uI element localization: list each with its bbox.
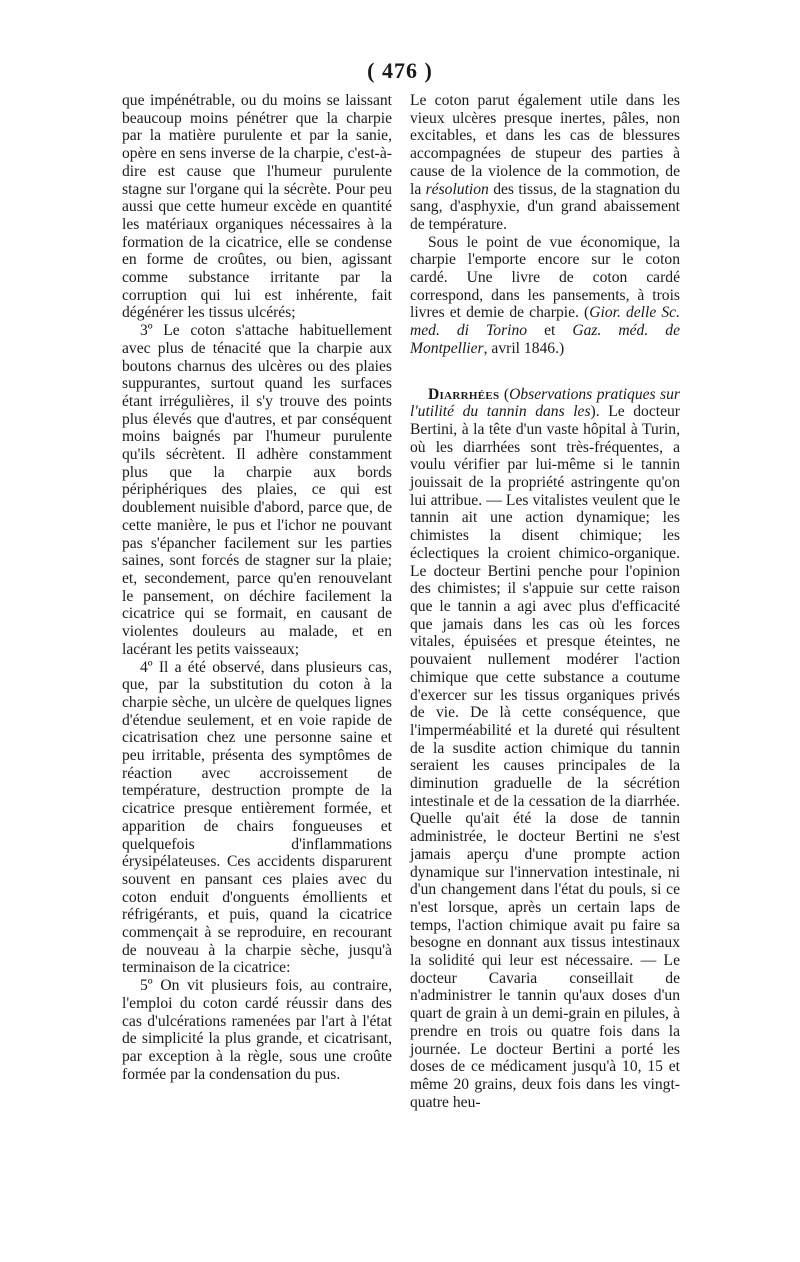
right-p2-text-mid: et (527, 322, 573, 340)
right-p3-open: ( (499, 385, 510, 403)
right-p2-text-a: Sous le point de vue économique, la charpie l'emporte encore sur le coton cardé. Une livre de coton cardé correspond, dans les pansements, à trois livres et demie de charpie. ( (410, 233, 680, 322)
left-paragraph-4: 5º On vit plusieurs fois, au contraire, l'emploi du coton cardé réussir dans des cas d'ulcérations ramenées par l'art à l'état de simplicité la plus grande, et cicatrisant, par exception à la règle, sous une croûte formée par la condensation du pus. (122, 977, 392, 1083)
section-heading-diarrhees: Diarrhées (428, 385, 500, 403)
right-p2-text-b: , avril 1846.) (483, 339, 565, 357)
right-p1-text-a: Le coton parut également utile dans les vieux ulcères presque inertes, pâles, non excitables, et dans les cas de blessures accompagnées de stupeur des parties à cause de la violence de la commotion, de la (410, 92, 680, 198)
left-paragraph-1: que impénétrable, ou du moins se laissant beaucoup moins pénétrer que la charpie par la matière purulente et par la sanie, opère en sens inverse de la charpie, c'est-à-dire est cause que l'humeur purulente stagne sur l'organe qui la sécrète. Pour peu aussi que cette humeur excède en quantité les matériaux organiques nécessaires à la formation de la cicatrice, elle se condense en forme de croûtes, ou bien, agissant comme substance irritante par la corruption qui lui est inhérente, fait dégénérer les tissus ulcérés; (122, 92, 392, 322)
right-p2-citation-1: Gior. delle Sc. med. di Torino (410, 304, 680, 340)
right-paragraph-2 (410, 234, 680, 358)
page-number: ( 476 ) (367, 58, 433, 83)
left-column (122, 92, 392, 1083)
right-column (410, 92, 680, 1111)
left-paragraph-3: 4º Il a été observé, dans plusieurs cas, que, par la substitution du coton à la charpie sèche, un ulcère de quelques lignes d'étendue seulement, et en voie rapide de cicatrisation chez une personne saine et peu irritable, présenta des symptômes de réaction avec accroissement de température, destruction prompte de la cicatrice presque entièrement formée, et apparition de chairs fongueuses et quelquefois d'inflammations érysipélateuses. Ces accidents disparurent souvent en pansant ces plaies avec du coton enduit d'onguents émollients et réfrigérants, et puis, quand la cicatrice commençait à se reproduire, en recourant de nouveau à la charpie sèche, jusqu'à terminaison de la cicatrice: (122, 658, 392, 977)
right-p1-italic: résolution (425, 180, 489, 198)
right-p1-text-b: des tissus, de la stagnation du sang, d'asphyxie, d'un grand abaissement de température. (410, 180, 680, 233)
right-p2-citation-2: Gaz. méd. de Montpellier (410, 322, 680, 357)
right-p3-close: ). (590, 403, 600, 421)
left-paragraph-2: 3º Le coton s'attache habituellement avec plus de ténacité que la charpie aux boutons charnus des ulcères ou des plaies suppurantes, surtout quand les surfaces étant irrégulières, il s'y trouve des points plus élevés que d'autres, et par conséquent moins baignés par l'humeur purulente qu'ils sécrètent. Il adhère constamment plus que la charpie aux bords périphériques des plaies, ce qui est doublement nuisible d'abord, parce que, de cette manière, le pus et l'ichor ne pouvant pas s'épancher facilement sur les parties saines, sont forcés de stagner sur la plaie; et, secondement, parce qu'en renouvelant le pansement, on déchire facilement la cicatrice qui se formait, en causant de violentes douleurs au malade, et en lacérant les petits vaisseaux; (122, 322, 392, 658)
right-p3-body: Le docteur Bertini, à la tête d'un vaste hôpital à Turin, où les diarrhées sont très-fréquentes, a voulu vérifier par lui-même si le tannin jouissait de la propriété astringente qu'on lui attribue. — Les vitalistes veulent que le tannin ait une action dynamique; les chimistes la disent chimique; les éclectiques la croient chimico-organique. Le docteur Bertini penche pour l'opinion des chimistes; il s'appuie sur cette raison que le tannin a agi avec plus d'efficacité que jamais dans les cas où les forces vitales, épuisées et presque éteintes, ne pouvaient nullement modérer l'action chimique que cette substance a coutume d'exercer sur les tissus organiques privés de vie. De là cette conséquence, que l'imperméabilité et la dureté qui résultent de la susdite action chimique du tannin seraient les causes principales de la diminution graduelle de la sécrétion intestinale et de la cessation de la diarrhée. Quelle qu'ait été la dose de tannin administrée, le docteur Bertini ne s'est jamais aperçu d'une prompte action dynamique sur l'innervation intestinale, ni d'un changement dans l'état du pouls, si ce n'est lorsque, après un certain laps de temps, l'action chimique avait pu faire sa besogne en donnant aux tissus intestinaux la solidité qui leur est nécessaire. — Le docteur Cavaria conseillait de n'administrer le tannin qu'aux doses d'un quart de grain à un demi-grain en pilules, à prendre en trois ou quatre fois dans la journée. Le docteur Bertini a porté les doses de ce médicament jusqu'à 10, 15 et même 20 grains, deux fois dans les vingt-quatre heu- (410, 403, 680, 1111)
right-paragraph-3 (410, 386, 680, 1112)
right-p3-subtitle: Observations pratiques sur l'utilité du tannin dans les (410, 385, 680, 421)
right-paragraph-1 (410, 92, 680, 234)
